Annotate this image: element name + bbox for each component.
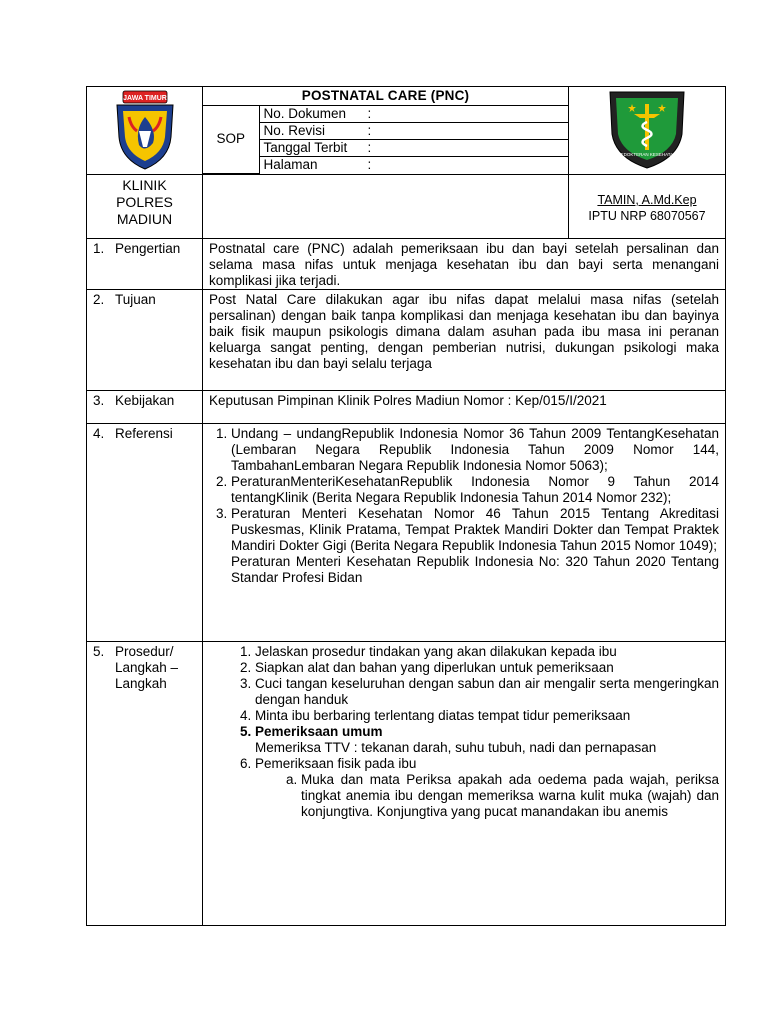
- section-title: Pengertian: [115, 241, 181, 256]
- clinic-line: POLRES: [116, 194, 173, 210]
- procedure-step: 2. Siapkan alat dan bahan yang diperlukan untuk pemeriksaan: [255, 660, 719, 676]
- reference-item: 2. PeraturanMenteriKesehatanRepublik Indonesia Nomor 9 Tahun 2014 tentangKlinik (Berita Negara Republik Indonesia Tahun 2014 Nomor 232);: [231, 474, 719, 506]
- section-number: 2.: [93, 292, 105, 307]
- logo-banner-text: JAWA TIMUR: [122, 95, 167, 102]
- field-no-revisi: [259, 122, 568, 139]
- reference-item: 1. Undang – undangRepublik Indonesia Nomor 36 Tahun 2009 TentangKesehatan (Lembaran Negara Republik Indonesia Tahun 2009 Nomor 144, TambahanLembaran Negara Republik Indonesia Nomor 5063);: [231, 426, 719, 474]
- field-label: Halaman: [263, 156, 318, 172]
- field-halaman: [259, 156, 568, 173]
- label-line: Langkah –: [115, 660, 179, 675]
- procedure-step: 3. Cuci tangan keseluruhan dengan sabun dan air mengalir serta mengeringkan dengan handuk: [255, 676, 719, 708]
- step-title: Pemeriksaan umum: [255, 724, 383, 739]
- section-content-prosedur: [203, 642, 726, 926]
- reference-item: 3. Peraturan Menteri Kesehatan Nomor 46 Tahun 2015 Tentang Akreditasi Puskesmas, Klinik Pratama, Tempat Praktek Mandiri Dokter dan Tempat Praktek Mandiri Dokter Gigi (Berita Negara Republik Indonesia Tahun 2015 Nomor 1049);: [231, 506, 719, 554]
- section-number: 3.: [93, 393, 105, 408]
- section-label-pengertian: [87, 239, 203, 290]
- field-label: No. Dokumen: [263, 105, 347, 121]
- field-tanggal-terbit: [259, 139, 568, 156]
- blank-cell: [203, 175, 569, 239]
- section-content-kebijakan: [203, 391, 726, 424]
- field-sep: :: [367, 156, 372, 172]
- document-title: POSTNATAL CARE (PNC): [203, 87, 568, 105]
- section-title: Tujuan: [115, 292, 156, 307]
- section-content-referensi: [203, 424, 726, 642]
- procedure-step: [255, 756, 719, 820]
- field-label: No. Revisi: [263, 122, 326, 138]
- label-line: Langkah: [115, 676, 167, 691]
- procedure-step: 1. Jelaskan prosedur tindakan yang akan dilakukan kepada ibu: [255, 644, 719, 660]
- logo-ring-text: KEDOKTERAN KESEHATAN: [617, 152, 677, 157]
- field-sep: :: [367, 139, 372, 155]
- section-label-tujuan: [87, 290, 203, 391]
- procedure-step: 4. Minta ibu berbaring terlentang diatas tempat tidur pemeriksaan: [255, 708, 719, 724]
- kedokteran-logo: [604, 88, 690, 170]
- section-number: 4.: [93, 426, 105, 441]
- procedure-step: [255, 724, 719, 756]
- field-no-dokumen: [259, 105, 568, 122]
- section-title: [115, 644, 178, 692]
- section-content-tujuan: [203, 290, 726, 391]
- section-text: Postnatal care (PNC) adalah pemeriksaan ibu dan bayi setelah persalinan dan selama masa nifas untuk menjaga kesehatan ibu dan bayi serta menangani komplikasi jika terjadi.: [209, 241, 719, 288]
- section-content-pengertian: [203, 239, 726, 290]
- signer-id: IPTU NRP 68070567: [588, 209, 706, 223]
- field-label: Tanggal Terbit: [263, 139, 348, 155]
- title-inner-table: [203, 87, 568, 174]
- section-number: 1.: [93, 241, 105, 256]
- signer-name: TAMIN, A.Md.Kep: [597, 193, 697, 207]
- section-title: Referensi: [115, 426, 173, 441]
- clinic-line: MADIUN: [116, 211, 173, 227]
- right-logo-cell: [569, 87, 726, 175]
- section-label-kebijakan: [87, 391, 203, 424]
- sop-table: [86, 86, 726, 926]
- section-title: Kebijakan: [115, 393, 175, 408]
- signature-block: [569, 175, 726, 239]
- label-line: Prosedur/: [115, 644, 174, 659]
- procedure-substep: a. Muka dan mata Periksa apakah ada oedema pada wajah, periksa tingkat anemia ibu dengan memeriksa warna kulit muka (wajah) dan konjungtiva. Konjungtiva yang pucat manandakan ibu anemis: [301, 772, 719, 820]
- section-text: Keputusan Pimpinan Klinik Polres Madiun Nomor : Kep/015/I/2021: [209, 393, 607, 408]
- step-text: Memeriksa TTV : tekanan darah, suhu tubuh, nadi dan pernapasan: [255, 740, 657, 755]
- reference-list: [209, 426, 719, 554]
- field-sep: :: [367, 122, 372, 138]
- clinic-line: KLINIK: [122, 177, 167, 193]
- step-text: Pemeriksaan fisik pada ibu: [255, 756, 417, 771]
- polres-logo: [109, 87, 181, 171]
- section-label-referensi: [87, 424, 203, 642]
- reference-extra: Peraturan Menteri Kesehatan Republik Indonesia No: 320 Tahun 2020 Tentang Standar Profesi Bidan: [231, 554, 719, 585]
- field-sep: :: [367, 105, 372, 121]
- title-block: [203, 87, 569, 175]
- section-text: Post Natal Care dilakukan agar ibu nifas dapat melalui masa nifas (setelah persalinan) dengan baik tanpa komplikasi dan menjaga kesehatan ibu dan bayinya baik fisik maupun psikologis dimana dalam asuhan pada ibu masa ini peranan keluarga sangat penting, dengan pemberian nutrisi, dukungan psikologi maka kesehatan ibu dan bayi selalu terjaga: [209, 292, 719, 371]
- procedure-substeps: [255, 772, 719, 820]
- section-label-prosedur: [87, 642, 203, 926]
- procedure-steps: [209, 644, 719, 820]
- clinic-name: [87, 175, 203, 239]
- sop-label: SOP: [203, 105, 259, 173]
- section-number: 5.: [93, 644, 105, 659]
- left-logo-cell: [87, 87, 203, 175]
